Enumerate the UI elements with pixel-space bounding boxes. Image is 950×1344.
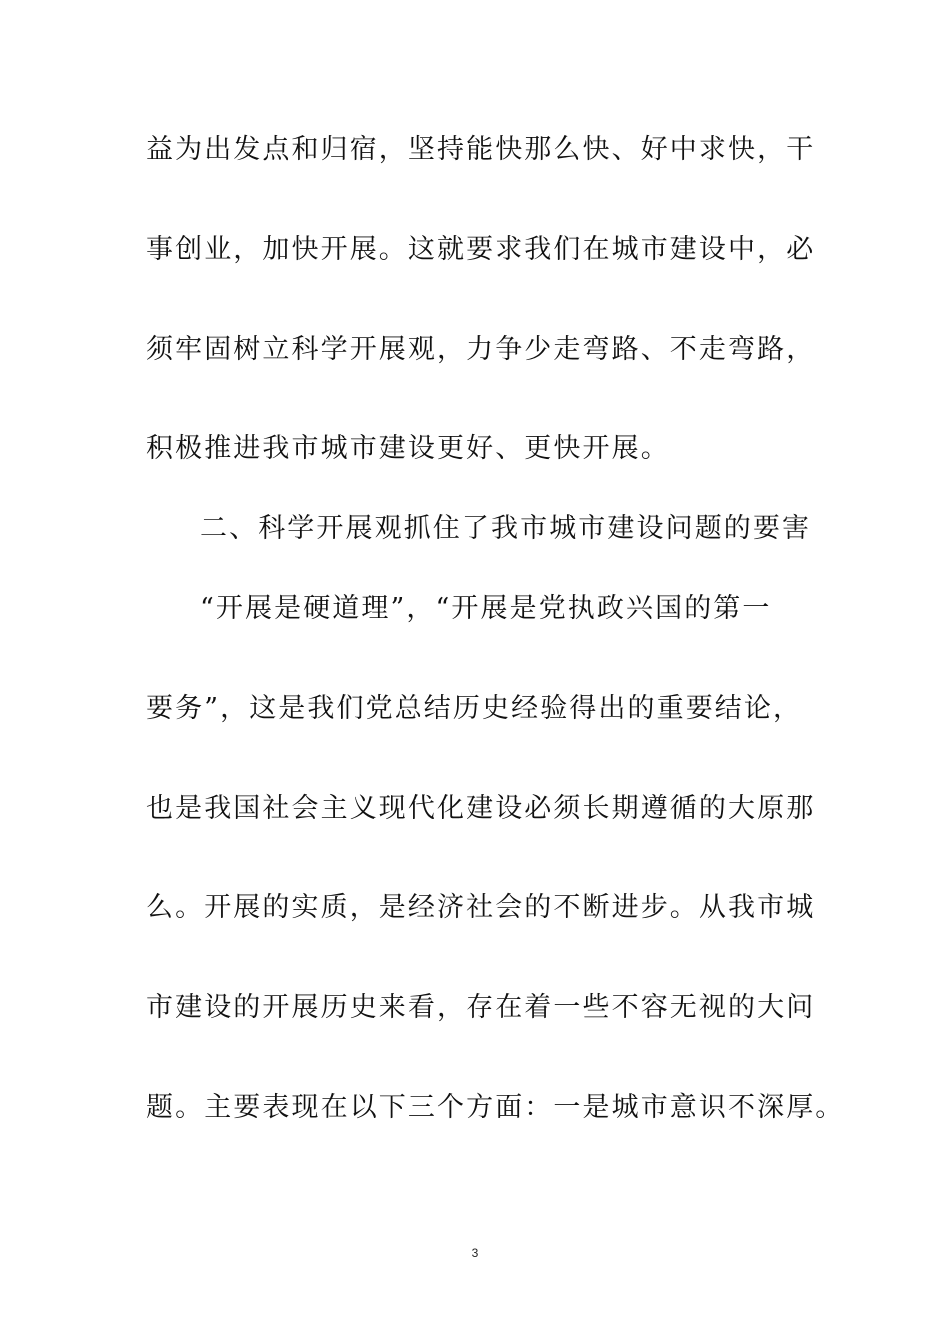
text-line: 须牢固树立科学开展观，力争少走弯路、不走弯路， xyxy=(146,334,816,365)
text-line: 题。主要表现在以下三个方面：一是城市意识不深厚。 xyxy=(146,1092,845,1123)
text-line: 事创业，加快开展。这就要求我们在城市建设中，必 xyxy=(146,234,816,265)
text-line: 也是我国社会主义现代化建设必须长期遵循的大原那 xyxy=(146,793,816,824)
text-line: 市建设的开展历史来看，存在着一些不容无视的大问 xyxy=(146,992,816,1023)
text-line: “开展是硬道理”，“开展是党执政兴国的第一 xyxy=(200,593,772,624)
text-line: 益为出发点和归宿，坚持能快那么快、好中求快，干 xyxy=(146,134,816,165)
text-line: 么。开展的实质，是经济社会的不断进步。从我市城 xyxy=(146,892,816,923)
text-line: 要务”，这是我们党总结历史经验得出的重要结论， xyxy=(146,693,803,724)
section-heading: 二、科学开展观抓住了我市城市建设问题的要害 xyxy=(200,513,812,544)
page-number: 3 xyxy=(471,1246,479,1260)
text-line: 积极推进我市城市建设更好、更快开展。 xyxy=(146,433,670,464)
